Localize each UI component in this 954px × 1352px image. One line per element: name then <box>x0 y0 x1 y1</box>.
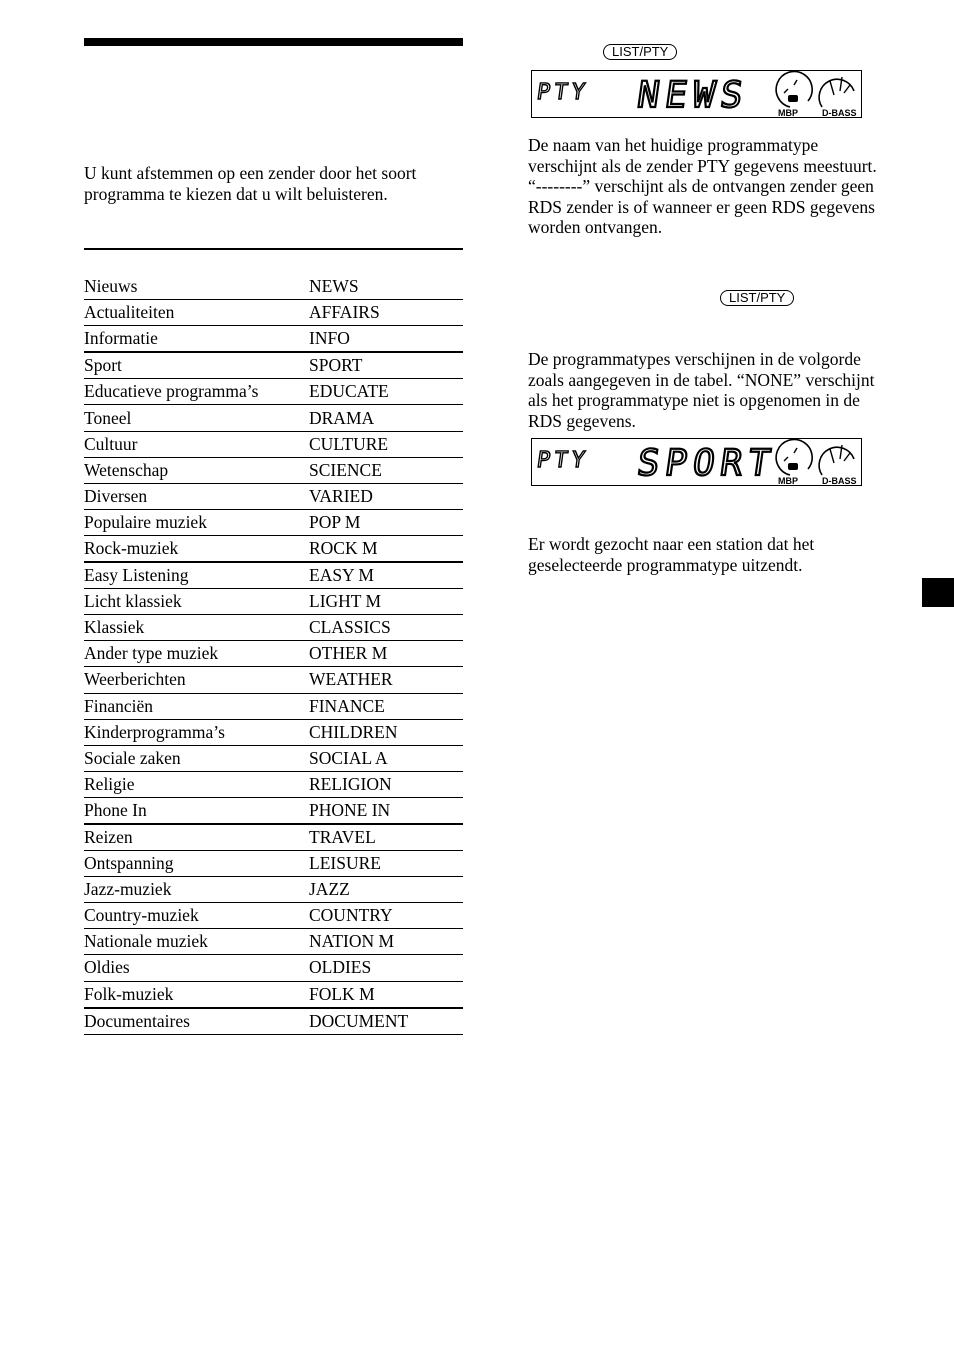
table-row <box>84 379 463 405</box>
pty-display-code: JAZZ <box>309 877 463 903</box>
table-row <box>84 509 463 535</box>
table-row <box>84 745 463 771</box>
lcd-display-graphic <box>532 439 861 485</box>
pty-type-name: Oldies <box>84 955 309 981</box>
pty-display-code: AFFAIRS <box>309 300 463 326</box>
paragraph-pty-order: De programmatypes verschijnen in de volgorde zoals aangegeven in de tabel. “NONE” verschijnt als het programmatype niet is opgenomen in de RDS gegevens. <box>528 349 875 431</box>
pty-type-name: Country-muziek <box>84 903 309 929</box>
pty-type-name: Kinderprogramma’s <box>84 719 309 745</box>
pty-type-name: Sociale zaken <box>84 745 309 771</box>
pty-display-code: OLDIES <box>309 955 463 981</box>
lcd-value <box>635 73 752 116</box>
pty-type-name: Folk-muziek <box>84 981 309 1008</box>
section-top-rule <box>84 38 463 46</box>
pty-type-name: Religie <box>84 771 309 797</box>
table-row <box>84 719 463 745</box>
pty-type-name: Reizen <box>84 824 309 851</box>
pty-type-name: Ander type muziek <box>84 641 309 667</box>
pty-type-name: Diversen <box>84 483 309 509</box>
pty-type-name: Jazz-muziek <box>84 877 309 903</box>
lcd-display-graphic <box>532 71 861 117</box>
table-row <box>84 589 463 615</box>
pty-type-name: Cultuur <box>84 431 309 457</box>
table-row <box>84 274 463 300</box>
table-row <box>84 405 463 431</box>
dbass-indicator-icon <box>819 445 856 485</box>
lcd-value <box>635 441 779 484</box>
lcd-label-text: PTY <box>535 447 591 473</box>
table-row <box>84 693 463 719</box>
intro-text: U kunt afstemmen op een zender door het soort programma te kiezen dat u wilt beluisteren. <box>84 163 417 204</box>
lcd-display-sport <box>531 438 862 486</box>
table-row <box>84 771 463 797</box>
list-pty-button-2: LIST/PTY <box>720 290 794 306</box>
table-row <box>84 535 463 562</box>
table-row <box>84 352 463 379</box>
table-row <box>84 981 463 1008</box>
pty-type-name: Toneel <box>84 405 309 431</box>
pty-type-name: Informatie <box>84 326 309 353</box>
pty-display-code: OTHER M <box>309 641 463 667</box>
pty-display-code: FINANCE <box>309 693 463 719</box>
pty-type-name: Weerberichten <box>84 667 309 693</box>
mbp-label: MBP <box>778 476 798 485</box>
list-pty-button-1: LIST/PTY <box>603 44 677 60</box>
table-row <box>84 797 463 824</box>
pty-display-code: DOCUMENT <box>309 1008 463 1035</box>
pty-display-code: LEISURE <box>309 851 463 877</box>
pty-type-name: Sport <box>84 352 309 379</box>
lcd-label <box>535 447 590 473</box>
pty-type-name: Klassiek <box>84 615 309 641</box>
dbass-label: D-BASS <box>822 476 857 485</box>
pty-display-code: NATION M <box>309 929 463 955</box>
pty-display-code: VARIED <box>309 483 463 509</box>
pty-type-name: Populaire muziek <box>84 509 309 535</box>
table-row <box>84 615 463 641</box>
table-row <box>84 300 463 326</box>
pty-type-name: Nieuws <box>84 274 309 300</box>
pty-display-code: DRAMA <box>309 405 463 431</box>
pty-type-name: Financiën <box>84 693 309 719</box>
mbp-indicator-icon <box>776 439 812 485</box>
pty-display-code: SOCIAL A <box>309 745 463 771</box>
pty-display-code: LIGHT M <box>309 589 463 615</box>
table-row <box>84 903 463 929</box>
paragraph-current-pty: De naam van het huidige programmatype verschijnt als de zender PTY gegevens meestuurt. “--------” verschijnt als de ontvangen zender geen RDS zender is of wanneer er geen RDS gegevens worden ontvangen. <box>528 135 877 237</box>
lcd-label <box>535 79 590 105</box>
pty-type-name: Licht klassiek <box>84 589 309 615</box>
pty-type-name: Educatieve programma’s <box>84 379 309 405</box>
mbp-label: MBP <box>778 108 798 117</box>
table-row <box>84 431 463 457</box>
pty-display-code: ROCK M <box>309 535 463 562</box>
pty-display-code: POP M <box>309 509 463 535</box>
pty-display-code: SPORT <box>309 352 463 379</box>
table-row <box>84 955 463 981</box>
table-row <box>84 457 463 483</box>
dbass-indicator-icon <box>819 77 856 117</box>
table-row <box>84 877 463 903</box>
table-row <box>84 562 463 589</box>
pty-display-code: RELIGION <box>309 771 463 797</box>
pty-display-code: EASY M <box>309 562 463 589</box>
pty-display-code: CHILDREN <box>309 719 463 745</box>
table-top-rule <box>84 248 463 250</box>
table-row <box>84 483 463 509</box>
pty-display-code: NEWS <box>309 274 463 300</box>
table-row <box>84 851 463 877</box>
pty-table <box>84 274 463 1035</box>
pty-display-code: TRAVEL <box>309 824 463 851</box>
lcd-label-text: PTY <box>535 79 591 105</box>
pty-display-code: EDUCATE <box>309 379 463 405</box>
table-row <box>84 667 463 693</box>
section-tab-marker <box>922 578 954 607</box>
pty-type-name: Wetenschap <box>84 457 309 483</box>
pty-display-code: COUNTRY <box>309 903 463 929</box>
table-row <box>84 929 463 955</box>
pty-type-name: Easy Listening <box>84 562 309 589</box>
pty-table-body <box>84 274 463 1034</box>
table-row <box>84 641 463 667</box>
mbp-indicator-icon <box>776 71 812 117</box>
pty-display-code: SCIENCE <box>309 457 463 483</box>
lcd-value-text: NEWS <box>634 73 752 116</box>
dbass-label: D-BASS <box>822 108 857 117</box>
pty-display-code: WEATHER <box>309 667 463 693</box>
table-row <box>84 824 463 851</box>
paragraph-searching: Er wordt gezocht naar een station dat het geselecteerde programmatype uitzendt. <box>528 534 815 575</box>
table-row <box>84 326 463 353</box>
pty-type-name: Ontspanning <box>84 851 309 877</box>
pty-display-code: CULTURE <box>309 431 463 457</box>
pty-type-name: Nationale muziek <box>84 929 309 955</box>
pty-display-code: FOLK M <box>309 981 463 1008</box>
pty-type-name: Rock-muziek <box>84 535 309 562</box>
pty-type-name: Phone In <box>84 797 309 824</box>
pty-display-code: PHONE IN <box>309 797 463 824</box>
pty-display-code: INFO <box>309 326 463 353</box>
pty-type-name: Documentaires <box>84 1008 309 1035</box>
table-row <box>84 1008 463 1035</box>
pty-display-code: CLASSICS <box>309 615 463 641</box>
pty-type-name: Actualiteiten <box>84 300 309 326</box>
lcd-value-text: SPORT <box>634 441 780 484</box>
lcd-display-news <box>531 70 862 118</box>
